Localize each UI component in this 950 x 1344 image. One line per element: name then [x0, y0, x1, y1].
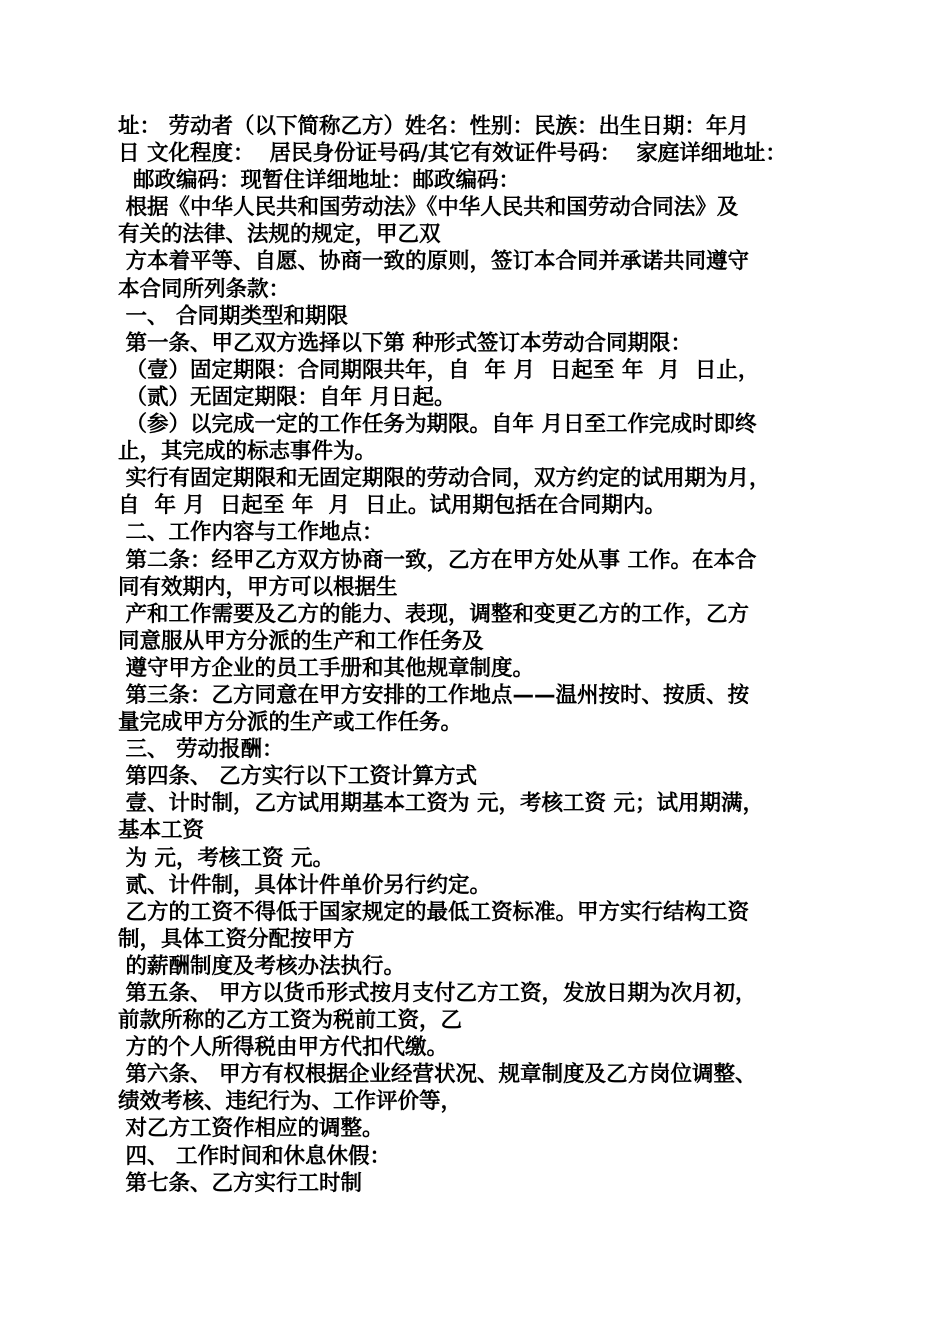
text-line: 方的个人所得税由甲方代扣代缴。 — [118, 1035, 448, 1061]
text-line: 本合同所列条款： — [118, 276, 291, 302]
text-line: 制，具体工资分配按甲方 — [118, 926, 355, 952]
text-line: 壹、计时制，乙方试用期基本工资为 元，考核工资 元；试用期满， — [118, 791, 764, 817]
text-line: 第四条、 乙方实行以下工资计算方式 — [118, 764, 477, 790]
text-line: 址： 劳动者（以下简称乙方）姓名：性别：民族：出生日期：年月 — [118, 114, 749, 139]
text-line: 有关的法律、法规的规定，甲乙双 — [118, 222, 441, 248]
text-line: （壹）固定期限：合同期限共年，自 年 月 日起至 年 月 日止， — [118, 357, 760, 383]
text-line: 第三条：乙方同意在甲方安排的工作地点——温州按时、按质、按 — [118, 682, 749, 708]
text-line: 第一条、甲乙双方选择以下第 种形式签订本劳动合同期限： — [118, 330, 692, 356]
text-line: 第六条、 甲方有权根据企业经营状况、规章制度及乙方岗位调整、 — [118, 1062, 757, 1088]
text-line: 第二条：经甲乙方双方协商一致，乙方在甲方处从事 工作。在本合 — [118, 547, 757, 573]
text-line: 绩效考核、违纪行为、工作评价等， — [118, 1089, 463, 1115]
text-line: 根据《中华人民共和国劳动法》《中华人民共和国劳动合同法》及 — [118, 195, 739, 221]
section-heading: 四、 工作时间和休息休假： — [118, 1143, 391, 1169]
text-line: 量完成甲方分派的生产或工作任务。 — [118, 710, 463, 736]
text-line: 同有效期内，甲方可以根据生 — [118, 574, 398, 600]
text-line: 遵守甲方企业的员工手册和其他规章制度。 — [118, 655, 534, 681]
text-line: （贰）无固定期限：自年 月日起。 — [118, 384, 456, 410]
text-line: 第五条、 甲方以货币形式按月支付乙方工资，发放日期为次月初， — [118, 981, 757, 1006]
text-line: （参）以完成一定的工作任务为期限。自年 月日至工作完成时即终 — [118, 412, 757, 438]
text-line: 第七条、乙方实行工时制 — [118, 1170, 362, 1196]
text-line: 为 元，考核工资 元。 — [118, 845, 334, 871]
contract-page — [118, 113, 833, 1197]
text-line: 产和工作需要及乙方的能力、表现，调整和变更乙方的工作，乙方 — [118, 601, 749, 627]
section-heading: 二、工作内容与工作地点： — [118, 520, 384, 546]
text-line: 的薪酬制度及考核办法执行。 — [118, 953, 405, 979]
text-line: 日 文化程度： 居民身份证号码/其它有效证件号码： 家庭详细地址： — [118, 141, 787, 167]
text-line: 同意服从甲方分派的生产和工作任务及 — [118, 628, 484, 654]
text-line: 乙方的工资不得低于国家规定的最低工资标准。甲方实行结构工资 — [118, 899, 749, 925]
text-line: 前款所称的乙方工资为税前工资，乙 — [118, 1008, 463, 1034]
section-heading: 一、 合同期类型和期限 — [118, 303, 348, 329]
text-line: 自 年 月 日起至 年 月 日止。试用期包括在合同期内。 — [118, 493, 666, 519]
text-line: 止，其完成的标志事件为。 — [118, 439, 377, 465]
text-line: 贰、计件制，具体计件单价另行约定。 — [118, 872, 491, 898]
section-heading: 三、 劳动报酬： — [118, 737, 284, 763]
text-line: 方本着平等、自愿、协商一致的原则，签订本合同并承诺共同遵守 — [118, 249, 749, 275]
text-line: 实行有固定期限和无固定期限的劳动合同，双方约定的试用期为月， — [118, 466, 771, 492]
text-line: 邮政编码：现暂住详细地址：邮政编码： — [118, 168, 520, 194]
text-line: 对乙方工资作相应的调整。 — [118, 1116, 384, 1142]
text-line: 基本工资 — [118, 818, 205, 844]
